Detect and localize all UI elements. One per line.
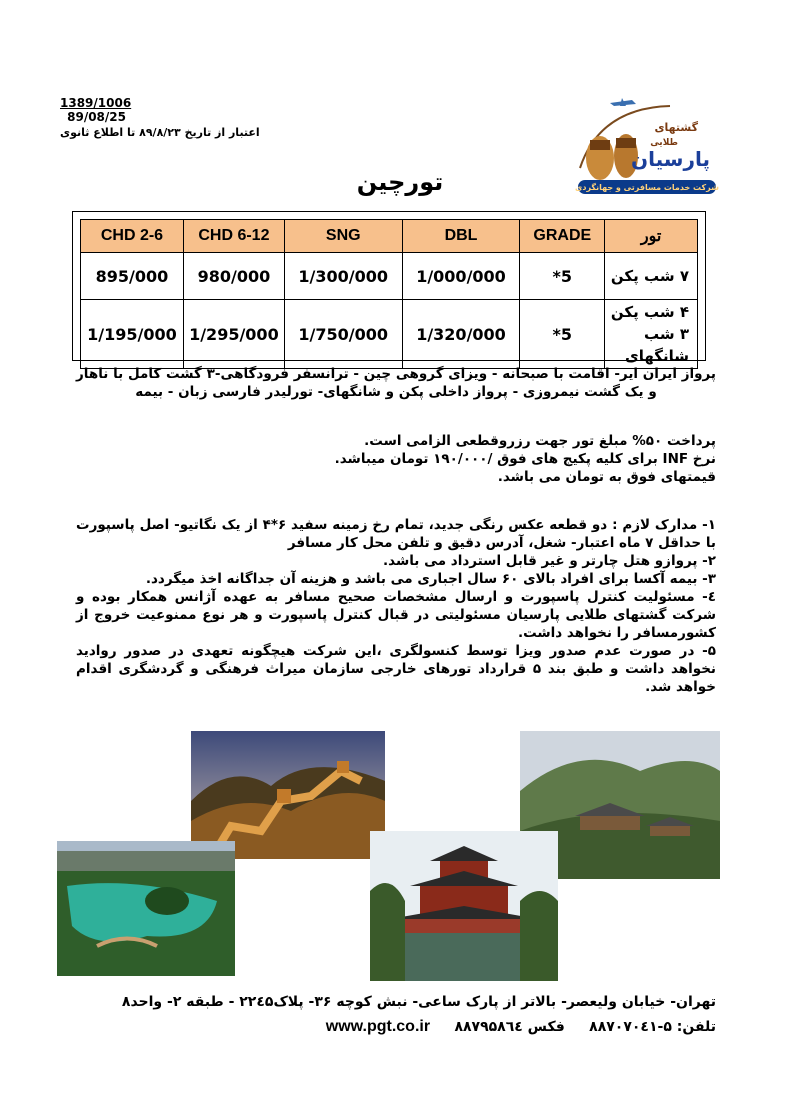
tour-cell xyxy=(605,300,698,369)
header-grade: GRADE xyxy=(520,220,605,253)
payment-notes xyxy=(96,432,716,486)
table-row xyxy=(81,300,698,369)
dbl-cell: 1/320/000 xyxy=(402,300,520,369)
tour-name: ۷ شب پکن xyxy=(610,267,689,285)
condition-item: ٤- مسئولیت کنترل پاسپورت و ارسال مشخصات صحیح مسافر به عهده آژانس همکار بوده و شرکت گشتهای طلایی پارسیان مسئولیتی در قبال کنترل پاسپورت و هر نوع ممنوعیت خروج از کشورمسافر را نخواهد داشت. xyxy=(76,589,716,641)
chd-6-12-cell: 1/295/000 xyxy=(183,300,284,369)
condition-item: ۲- پروازو هتل چارتر و غیر قابل استرداد می باشد. xyxy=(383,553,716,569)
tour-name: ۴ شب پکن xyxy=(610,303,689,321)
header-dbl: DBL xyxy=(402,220,520,253)
contact-line xyxy=(326,1018,716,1036)
grade-cell: 5* xyxy=(520,300,605,369)
phone-number: تلفن: ۵-۸۸۷۰۷۰٤۱ xyxy=(589,1019,716,1035)
conditions-list xyxy=(76,516,716,696)
header-chd-6-12: CHD 6-12 xyxy=(183,220,284,253)
table-row xyxy=(81,253,698,300)
validity-note: اعتبار از تاریخ ۸۹/۸/۲۳ تا اطلاع ثانوی xyxy=(60,126,260,139)
page-title: تورچین xyxy=(356,168,444,196)
lake-park-photo xyxy=(57,841,235,976)
logo-subtitle: شرکت خدمات مسافرتی و جهانگردی xyxy=(575,183,719,192)
sng-cell: 1/750/000 xyxy=(284,300,402,369)
price-table-frame xyxy=(72,211,706,365)
header-sng: SNG xyxy=(284,220,402,253)
pagoda-photo xyxy=(370,831,558,981)
tour-name-line2: ۳ شب شانگهای xyxy=(624,325,689,365)
great-wall-photo xyxy=(191,731,385,859)
price-table xyxy=(80,219,698,369)
logo-brand: پارسیان xyxy=(631,147,710,171)
header-chd-2-6: CHD 2-6 xyxy=(81,220,184,253)
document-date: 89/08/25 xyxy=(67,110,126,124)
company-logo xyxy=(570,98,730,198)
grade-cell: 5* xyxy=(520,253,605,300)
fax-number: فکس ۸۸۷۹۵۸٦٤ xyxy=(454,1019,565,1035)
sng-cell: 1/300/000 xyxy=(284,253,402,300)
note-line: قیمتهای فوق به تومان می باشد. xyxy=(497,469,716,485)
table-header-row xyxy=(81,220,698,253)
chd-6-12-cell: 980/000 xyxy=(183,253,284,300)
note-line: پرداخت ۵۰% مبلغ تور جهت رزروقطعی الزامی است. xyxy=(364,433,716,449)
tour-cell xyxy=(605,253,698,300)
condition-item: ۱- مدارک لازم : دو قطعه عکس رنگی جدید، تمام رخ زمینه سفید ۶*۴ از یک نگاتیو- اصل پاسپورت با حداقل ۷ ماه اعتبار- شغل، آدرس دقیق و تلفن محل کار مسافر xyxy=(76,517,716,551)
services-text: پرواز ایران ایر- اقامت با صبحانه - ویزای گروهی چین - ترانسفر فرودگاهی-۳ گشت کامل با ناهار و یک گشت نیمروزی - پرواز داخلی پکن و شانگهای- تورلیدر فارسی زبان - بیمه xyxy=(76,366,716,400)
chd-2-6-cell: 895/000 xyxy=(81,253,184,300)
chd-2-6-cell: 1/195/000 xyxy=(81,300,184,369)
header-tour: تور xyxy=(605,220,698,253)
logo-line1: گشتهای xyxy=(654,121,698,134)
reference-number: 1389/1006 xyxy=(60,96,132,110)
note-line: نرخ INF برای کلیه پکیج های فوق /۱۹۰/۰۰۰ تومان میباشد. xyxy=(334,451,716,467)
dbl-cell: 1/000/000 xyxy=(402,253,520,300)
website-link[interactable]: www.pgt.co.ir xyxy=(325,1018,431,1035)
condition-item: ۵- در صورت عدم صدور ویزا توسط کنسولگری ،این شرکت هیچگونه تعهدی در صدور روادید نخواهد داشت و طبق بند ۵ قرارداد تورهای خارجی سازمان میراث فرهنگی و گردشگری اقدام خواهد شد. xyxy=(76,643,716,695)
condition-item: ۳- بیمه آکسا برای افراد بالای ۶۰ سال اجباری می باشد و هزینه آن جداگانه اخذ میگردد. xyxy=(145,571,716,587)
logo-line2: طلایی xyxy=(650,138,678,148)
company-address: تهران- خیابان ولیعصر- بالاتر از پارک ساعی- نبش کوچه ۳۶- پلاک۲۲٤۵ - طبقه ۲- واحد۸ xyxy=(121,994,716,1010)
